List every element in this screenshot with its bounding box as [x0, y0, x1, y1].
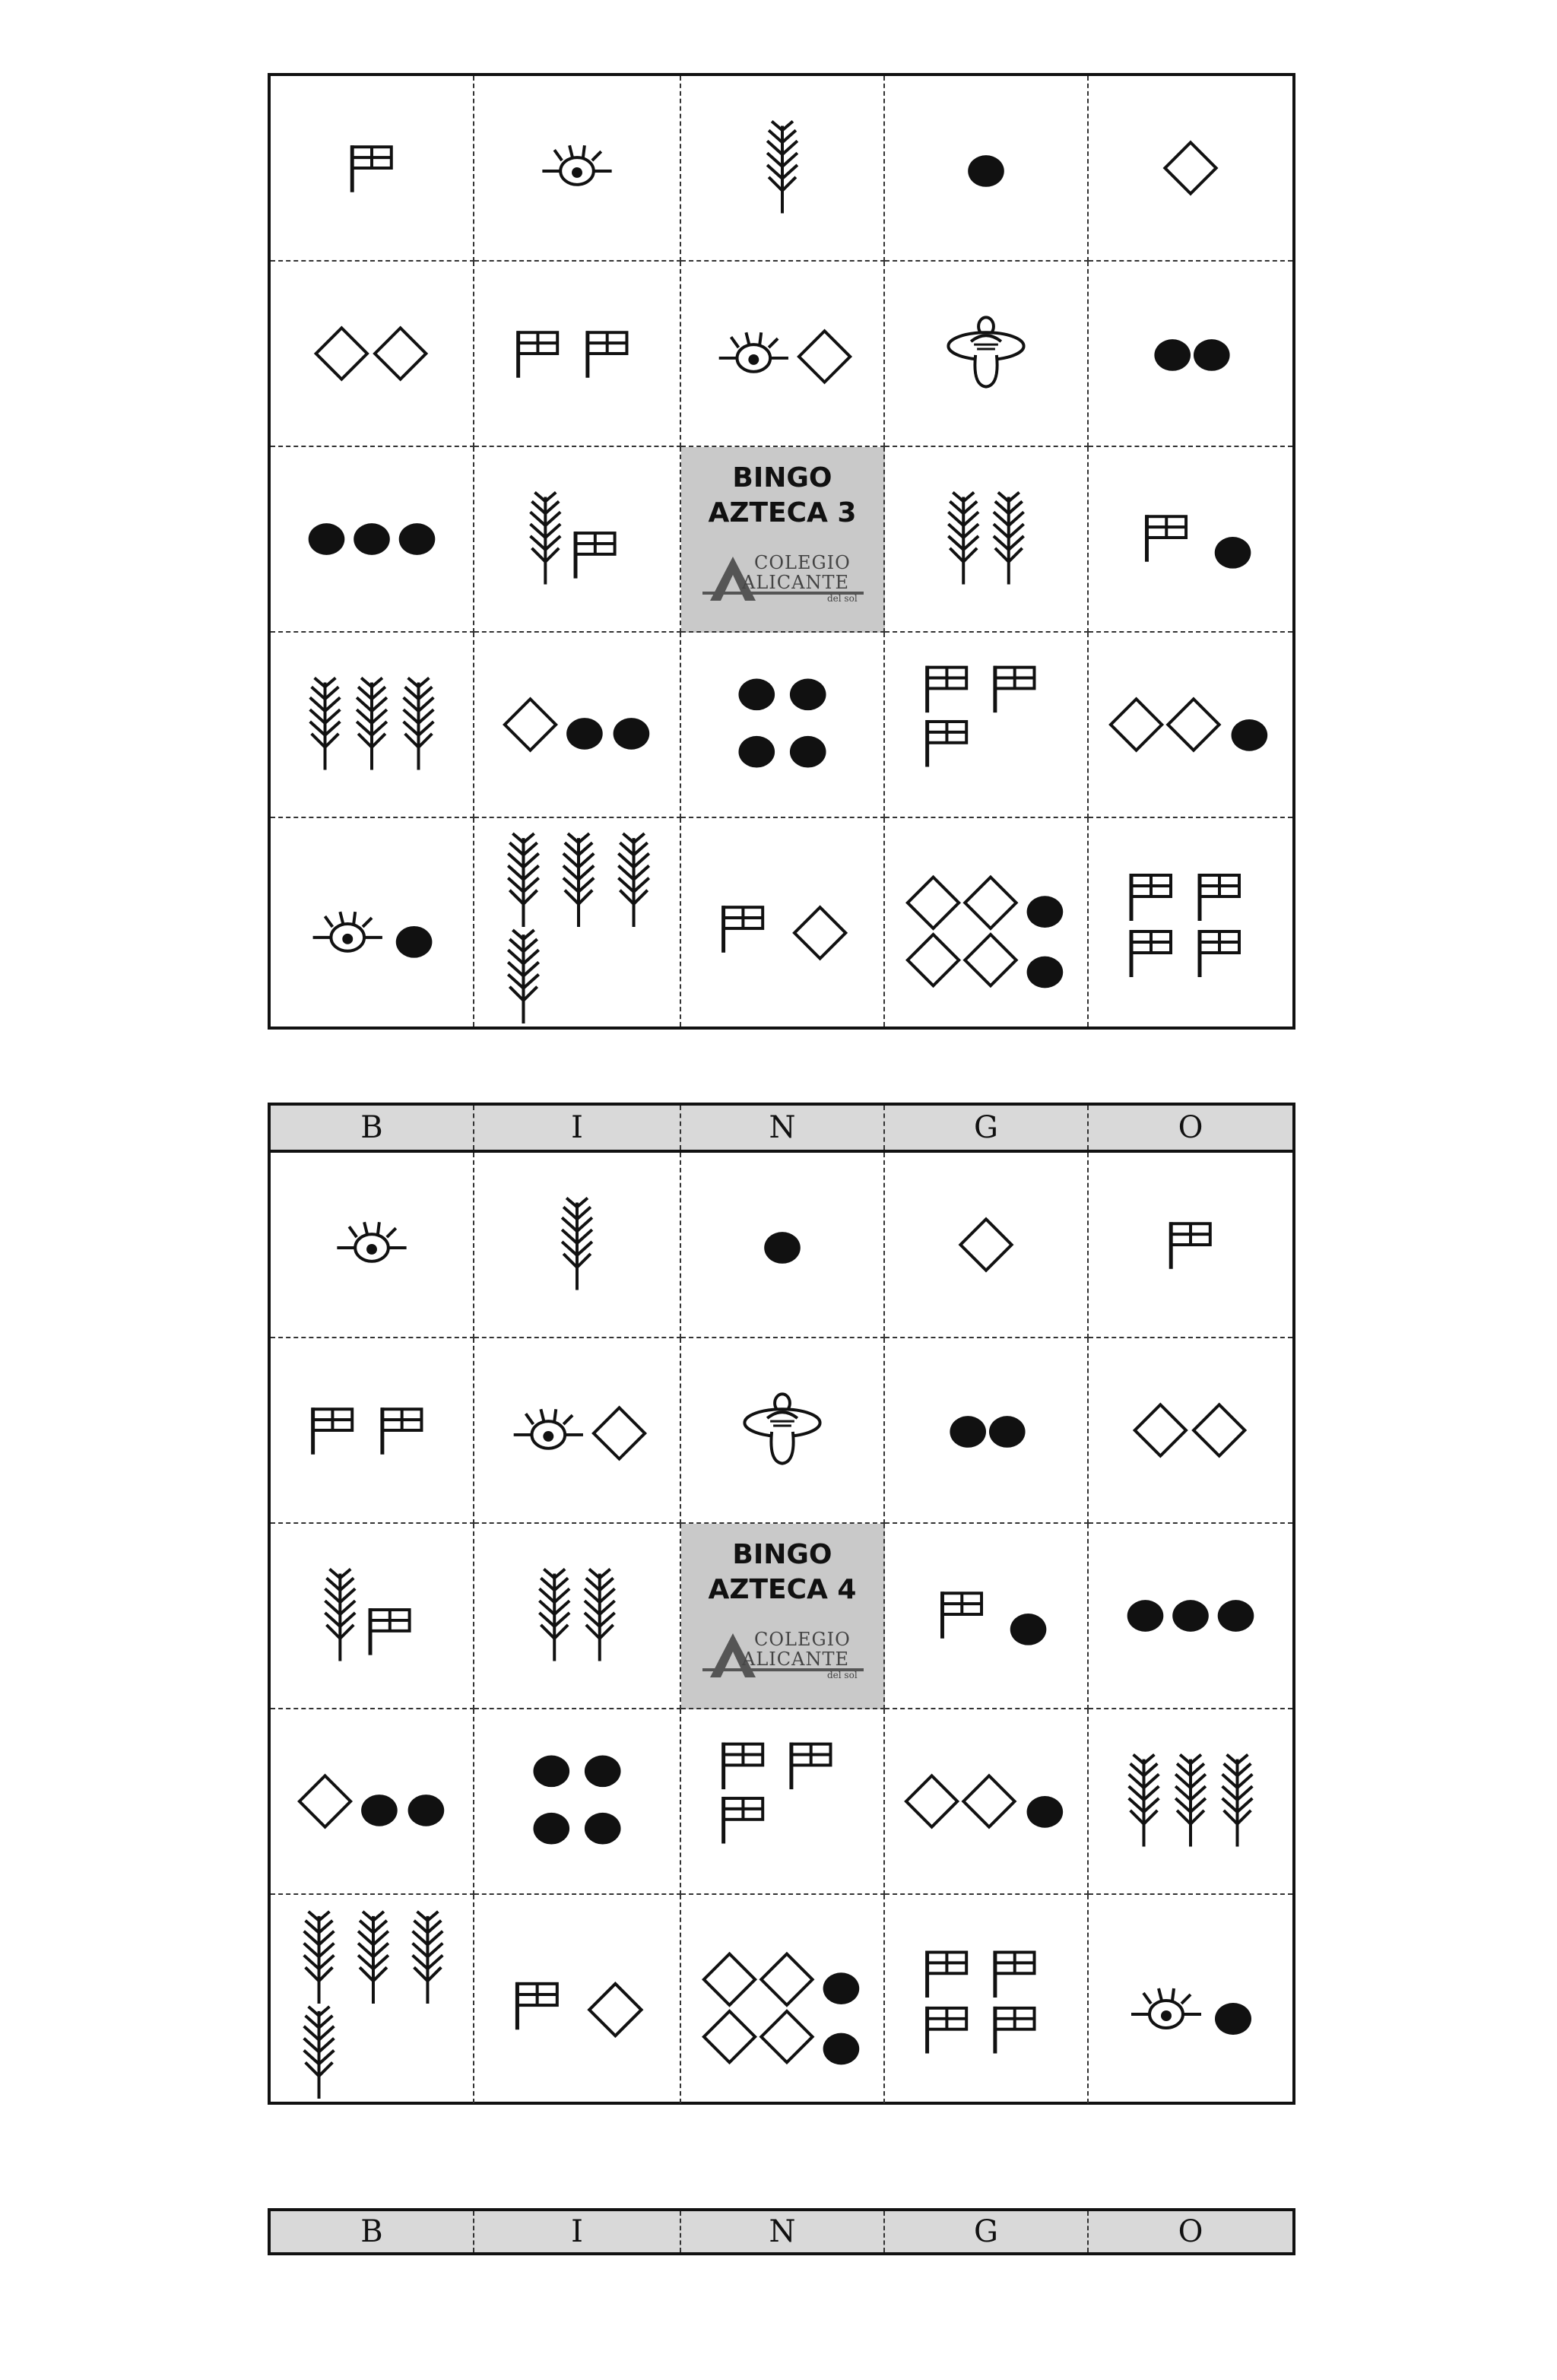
- header-letter-g: G: [885, 2211, 1089, 2252]
- plant-glyph-icon: [681, 76, 883, 260]
- card-title-line1: BINGO: [732, 1539, 832, 1570]
- dot-glyph-icon: [885, 1338, 1087, 1522]
- bingo-cell-diamond-2: [271, 262, 474, 447]
- bingo-cell-dot-3: [1089, 1524, 1292, 1709]
- dot-glyph-icon: [681, 1153, 883, 1337]
- sun-glyph-icon: [681, 262, 883, 446]
- bingo-cell-dot-1: [885, 76, 1089, 262]
- diamonds4-glyph-icon: [681, 1895, 883, 2103]
- plant-glyph-icon: [271, 1895, 473, 2103]
- diamond-glyph-icon: [271, 1709, 473, 1893]
- card-title-line2: AZTECA 3: [708, 497, 857, 528]
- bingo-cell-dot-1: [681, 1153, 885, 1338]
- bingo-cell-sun-diamond: [474, 1338, 681, 1524]
- flag-glyph-icon: [1089, 447, 1292, 631]
- bingo-cell-flower: [681, 1338, 885, 1524]
- dot-glyph-icon: [1089, 262, 1292, 446]
- bingo-cell-flag-2: [271, 1338, 474, 1524]
- bingo-cell-sun-1: [271, 1153, 474, 1338]
- plant-glyph-icon: [271, 633, 473, 817]
- plant-glyph-icon: [474, 1153, 680, 1337]
- header-letter-b: B: [271, 1106, 474, 1150]
- dot-glyph-icon: [474, 1709, 680, 1893]
- card-grid: [271, 76, 1292, 1027]
- bingo-card-azteca-3: [268, 73, 1295, 1030]
- colegio-alicante-logo: [695, 551, 870, 611]
- bingo-cell-dot-2: [885, 1338, 1089, 1524]
- bingo-cell-sun-diamond: [681, 262, 885, 447]
- flag-glyph-icon: [474, 1895, 680, 2103]
- colegio-alicante-logo: [695, 1627, 870, 1688]
- sun-glyph-icon: [474, 1338, 680, 1522]
- bingo-cell-dot-4: [474, 1709, 681, 1895]
- bingo-cell-flag-3: [885, 633, 1089, 818]
- card-title: [709, 461, 857, 531]
- flag-glyph-icon: [474, 262, 680, 446]
- bingo-cell-plant-3: [1089, 1709, 1292, 1895]
- bingo-cell-plant-flag: [271, 1524, 474, 1709]
- diamonds4-glyph-icon: [885, 818, 1087, 1027]
- diamond-glyph-icon: [885, 1153, 1087, 1337]
- flag-glyph-icon: [681, 818, 883, 1027]
- plant-glyph-icon: [474, 818, 680, 1027]
- sun-glyph-icon: [474, 76, 680, 260]
- header-letter-b: B: [271, 2211, 474, 2252]
- bingo-cell-plant-2: [885, 447, 1089, 633]
- sun-glyph-icon: [1089, 1895, 1292, 2103]
- flower-glyph-icon: [885, 262, 1087, 446]
- header-letter-i: I: [474, 2211, 681, 2252]
- bingo-cell-flag-1: [271, 76, 474, 262]
- flag-glyph-icon: [681, 1709, 883, 1893]
- bingo-cell-dot-3: [271, 447, 474, 633]
- bingo-cell-diamond-1: [1089, 76, 1292, 262]
- plant-glyph-icon: [474, 447, 680, 631]
- bingo-cell-flag-4: [1089, 818, 1292, 1027]
- bingo-cell-diamond-diamond-dot: [885, 1709, 1089, 1895]
- header-letter-n: N: [681, 1106, 885, 1150]
- flag-glyph-icon: [885, 1895, 1087, 2103]
- card-title-line2: AZTECA 4: [708, 1574, 857, 1605]
- flag-glyph-icon: [885, 633, 1087, 817]
- bingo-cell-plant-3: [271, 633, 474, 818]
- bingo-cell-diamond-dot-dot: [271, 1709, 474, 1895]
- center-free-space: [681, 447, 885, 633]
- diamond-glyph-icon: [885, 1709, 1087, 1893]
- bingo-cell-flag-diamond: [474, 1895, 681, 2103]
- bingo-cell-plant-4: [271, 1895, 474, 2103]
- dot-glyph-icon: [681, 633, 883, 817]
- diamond-glyph-icon: [474, 633, 680, 817]
- next-card-header-strip: [268, 2208, 1295, 2255]
- bingo-cell-sun-dot: [1089, 1895, 1292, 2103]
- header-letter-g: G: [885, 1106, 1089, 1150]
- bingo-cell-flower: [885, 262, 1089, 447]
- bingo-cell-flag-1: [1089, 1153, 1292, 1338]
- bingo-cell-sun-dot: [271, 818, 474, 1027]
- bingo-cell-flag-diamond: [681, 818, 885, 1027]
- plant-glyph-icon: [1089, 1709, 1292, 1893]
- bingo-cell-plant-1: [681, 76, 885, 262]
- plant-glyph-icon: [885, 447, 1087, 631]
- logo-line1: COLEGIO: [754, 552, 851, 573]
- center-free-space: [681, 1524, 885, 1709]
- bingo-cell-diamond-dot-dot: [474, 633, 681, 818]
- bingo-cell-plant-flag: [474, 447, 681, 633]
- flag-glyph-icon: [271, 76, 473, 260]
- card-grid: [271, 1153, 1292, 2103]
- diamond-glyph-icon: [1089, 633, 1292, 817]
- bingo-cell-sun-1: [474, 76, 681, 262]
- bingo-cell-flag-dot: [885, 1524, 1089, 1709]
- bingo-header-row: [271, 2211, 1292, 2252]
- bingo-card-azteca-4: [268, 1103, 1295, 2105]
- bingo-header-row: [271, 1106, 1292, 1153]
- logo-line2: ALICANTE: [742, 572, 849, 593]
- bingo-cell-dot-4: [681, 633, 885, 818]
- dot-glyph-icon: [1089, 1524, 1292, 1708]
- logo-line1: COLEGIO: [754, 1629, 851, 1650]
- flag-glyph-icon: [1089, 818, 1292, 1027]
- header-letter-o: O: [1178, 1110, 1203, 1145]
- logo-line2: ALICANTE: [742, 1649, 849, 1670]
- bingo-cell-diamonds4-dots2: [681, 1895, 885, 2103]
- bingo-cell-plant-1: [474, 1153, 681, 1338]
- logo-line3: del sol: [827, 593, 858, 604]
- bingo-cell-flag-dot: [1089, 447, 1292, 633]
- bingo-cell-diamond-1: [885, 1153, 1089, 1338]
- dot-glyph-icon: [885, 76, 1087, 260]
- bingo-cell-plant-2: [474, 1524, 681, 1709]
- bingo-cell-diamonds4-dots2: [885, 818, 1089, 1027]
- card-title: [709, 1537, 857, 1607]
- bingo-cell-flag-2: [474, 262, 681, 447]
- diamond-glyph-icon: [271, 262, 473, 446]
- flower-glyph-icon: [681, 1338, 883, 1522]
- flag-glyph-icon: [1089, 1153, 1292, 1337]
- bingo-cell-plant-4: [474, 818, 681, 1027]
- bingo-cell-flag-4: [885, 1895, 1089, 2103]
- sun-glyph-icon: [271, 818, 473, 1027]
- diamond-glyph-icon: [1089, 76, 1292, 260]
- bingo-cell-dot-2: [1089, 262, 1292, 447]
- dot-glyph-icon: [271, 447, 473, 631]
- flag-glyph-icon: [271, 1338, 473, 1522]
- header-letter-i: I: [474, 1106, 681, 1150]
- logo-line3: del sol: [827, 1670, 858, 1680]
- header-letter-o: O: [1178, 2214, 1203, 2249]
- plant-glyph-icon: [474, 1524, 680, 1708]
- sun-glyph-icon: [271, 1153, 473, 1337]
- bingo-cell-diamond-2: [1089, 1338, 1292, 1524]
- bingo-cell-flag-3: [681, 1709, 885, 1895]
- diamond-glyph-icon: [1089, 1338, 1292, 1522]
- plant-glyph-icon: [271, 1524, 473, 1708]
- flag-glyph-icon: [885, 1524, 1087, 1708]
- bingo-cell-diamond-diamond-dot: [1089, 633, 1292, 818]
- header-letter-n: N: [681, 2211, 885, 2252]
- card-title-line1: BINGO: [732, 462, 832, 493]
